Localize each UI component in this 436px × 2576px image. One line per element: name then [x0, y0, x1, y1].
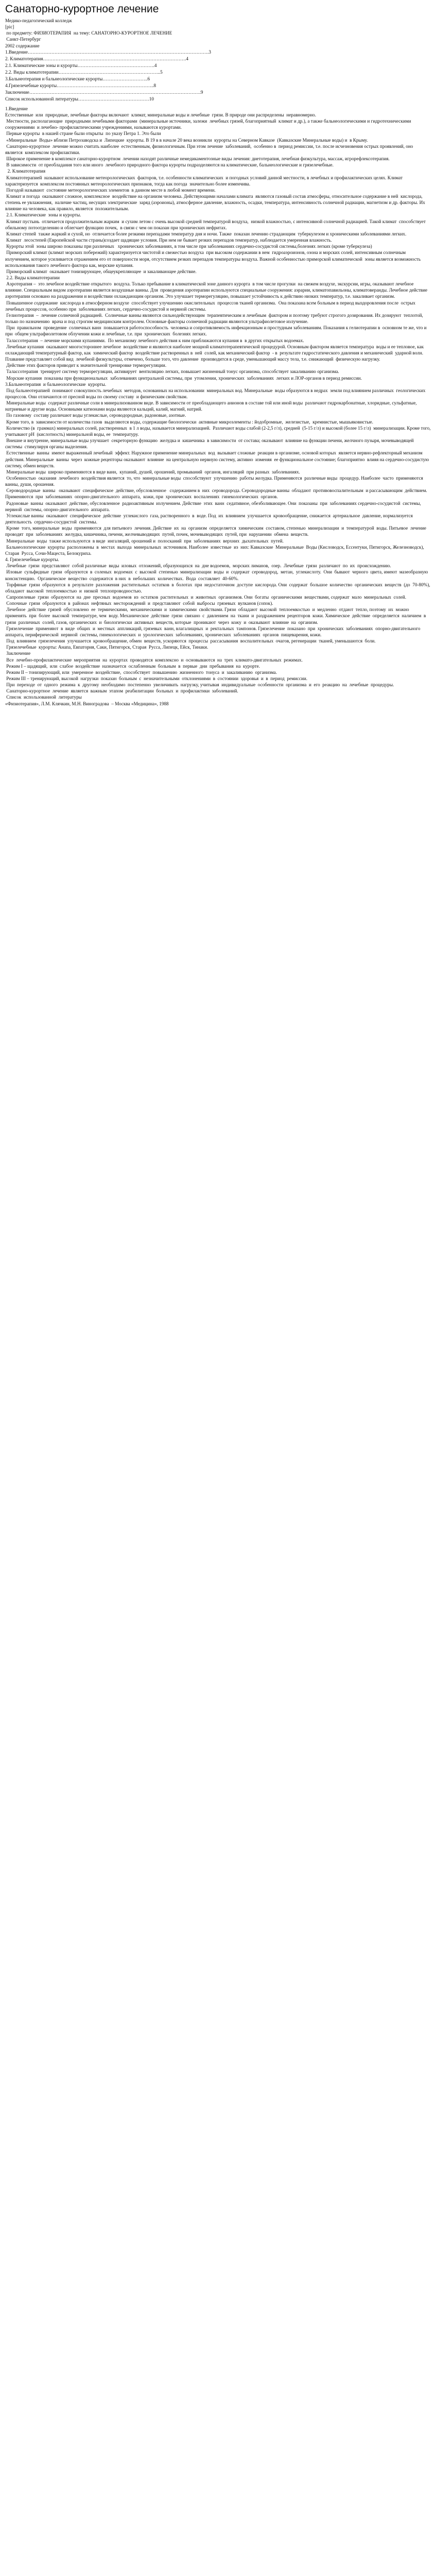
toc-entry: Заключение……………………………………………………………………………………………….9 [5, 89, 203, 95]
paragraph: Под влиянием грязелечения улучшается кровообращение, обмен веществ, ускоряются процессы рассасывания воспалительных очагов, регенерации тканей, уменьшаются боли. [5, 638, 376, 644]
document-body [5, 106, 431, 707]
paragraph: Внешне и внутренне, минеральные воды улучшает секреторную функцию желудка и кишечника в зависимости от состава; оказывают влияние на функции печени, желчного пузыря, мочевыводящей системы стимулируя органы выделения. [5, 438, 415, 450]
paragraph: Повышенное содержание кислорода в атмосферном воздухе способствует улучшению окислительных процессов тканей организма. Она показана всем больным в период выздоровления после острых лечебных процессов, особенно при заболеваниях легких, сердечно-сосудистой и нервной системы. [5, 300, 418, 312]
document-header [5, 18, 431, 49]
header-line: 2002 содержание [5, 43, 40, 48]
toc-entry: 1.Введение…………………………………………………………………………………………………….3 [5, 49, 211, 55]
toc-entry: 2. Климатотерапия……………………………………………………………………………….4 [5, 56, 188, 61]
paragraph: Лечебные грязи представляют собой различные виды иловых отложений, образующихся на дне водоемов, морских лиманов, озер. Лечебные грязи различают по их происхождению. [5, 563, 391, 569]
toc-entry: 4.Грязелечебные курорты……………………………………………………..8 [5, 82, 156, 88]
paragraph: Гелиотерапия – лечение солнечной радиацией. Солнечные ванны являются сильнодействующим терапевтическим и лечебным фактором и поэтому требуют строгого дозирования. Их дозируют теплотой, только по назначению врача и под строгим медицинским контролем. Основные факторы солнечной радиации являются ультрафиолетовое излучение. [5, 312, 425, 325]
paragraph: Углекислые ванны оказывают специфическое действие углекислого газа, растворенного в воде. Под их влиянием улучшается кровообращение, снижается артериальное давление, нормализуется деятельность сердечно-сосудистой системы. [5, 513, 415, 525]
paragraph: Морские купания показаны при функциональных заболеваниях центральной системы, при утомлении, хронических заболеваниях легких и ЛОР-органов в период ремиссии. [5, 375, 362, 381]
paragraph: 4. Грязелечебные курорты. [5, 557, 59, 563]
paragraph: 2.1. Климатические зоны и курорты. [5, 212, 81, 218]
paragraph: Грязелечение применяют в виде общих и местных аппликаций, грязевых ванн, влагалищных и ректальных тампонов. Грязелечение показано при хронических заболеваниях опорно-двигательного аппарата, периферической нервной системы, гинекологических и урологических заболеваниях, хронических заболеваниях органов пищеварения, кожи. [5, 625, 423, 637]
paragraph: Климат и погода оказывают сложное, комплексное воздействие на организм человека. Действующими началами климата являются газовый состав атмосферы, относительное содержание в ней кислорода, степень ее увлажнения, наличие частиц, несущих электрические заряд (аэроионы), атмосферное давление, влажность, осадки, температура, интенсивность солнечной радиации, магнетизм и др. факторы. Их влияние на человека, как правило, является положительным. [5, 193, 427, 212]
paragraph: Естественные или природные, лечебные факторы включают климат, минеральные воды и лечебные грязи. В природе они распределены неравномерно. [5, 112, 317, 117]
paragraph: 2. Климатотерапия [5, 168, 46, 174]
paragraph: Климат пустынь отличается продолжительным жарким и сухим летом с очень высокой средней температурой воздуха, низкой влажностью, с интенсивной солнечной радиацией. Такой климат способствует обильному потоотделению и облегчает функцию почек, в связи с чем он показан при хронических нефритах. [5, 218, 427, 230]
paragraph: «Минеральные Воды» вблизи Петрозаводска и Липецкие курорты. В 19 в в начале 20 века возникли курорты на Северном Кавказе (Кавказские Минеральные воды) и в Крыму. [5, 137, 368, 143]
paragraph: Аэротерапия – это лечебное воздействие открытого воздуха. Только пребывание в климатической зоне данного курорта в том числе прогулки на свежем воздухе, экскурсии, игры, оказывают лечебное влияние. Специальным видом аэротерапии является воздушные ванны. Для проведения аэротерапии используются специальные сооружения: аэрарии, климатопавильоны, климатоверанды. Лечебное действие аэротерапии основано на раздражении и воздействии охлаждающим организм. Это улучшает терморегуляцию, повышает устойчивость к действию низких температур, т.е. закаливает организм. [5, 281, 429, 299]
document-title: Санаторно-курортное лечение [5, 3, 159, 15]
paragraph: Приморский климат оказывает тонизирующее, общеукрепляющее и закаливающее действие. [5, 268, 197, 274]
paragraph: Местности, располагающие природными лечебными факторами (минеральные источники, залежи лечебных грязей, благоприятный климат и др.), а также бальнеологическими и гидротехническими сооружениями и лечебно- профилактическими учреждениями, называются курортами. [5, 118, 412, 130]
header-line: Санкт-Петербург [5, 37, 41, 42]
header-line: Медико-педагогический колледж [5, 18, 72, 23]
paragraph: Кроме того, в зависимости от количества газов выделяются воды, содержащие биологически активные микроэлементы : йодобромные, железистые, кремнистые, мышьяковистые. [5, 419, 373, 425]
paragraph: Сопочные грязи образуются в районах нефтяных месторождений и представляют собой выбросы грязевых вулканов (сопок). [5, 601, 273, 606]
paragraph: Погодой называют состояние метеорологических элементов в данном месте в любой момент времени. [5, 187, 216, 193]
paragraph: Грязелечебные курорты: Анапа, Евпатория, Саки, Пятигорск, Старая Русса, Липецк, Ейск, Тинаки. [5, 645, 208, 650]
header-line: [pic] [5, 24, 14, 30]
paragraph: Кроме того, минеральные воды применяются для питьевого лечения. Действие их на организм определяется химическим составом, степенью минерализации и температурой воды. Питьевое лечение проводят при заболеваниях желудка, кишечника, печени, желчевыводящих путей, почек, мочевыводящих путей, при нарушении обмена веществ. [5, 526, 429, 537]
paragraph: 1.Введение [5, 106, 28, 111]
paragraph: 2.2. Виды климатотерапии [5, 275, 60, 280]
paragraph: Бальнеологические курорты расположены в местах выхода минеральных источников. Наиболее известные из них: Кавказские Минеральные Воды (Кисловодск, Ессентуки, Пятигорск, Железноводск), Старая Русса, Сочи-Мацеста, Белокуриха. [5, 544, 426, 556]
paragraph: Список использованной литературы [5, 694, 82, 700]
toc-entry: 2.2. Виды климатотерапии………………………………………………………..5 [5, 69, 163, 75]
paragraph: Естественные ванны имеют выраженный лечебный эффект. Наружное применение минеральных вод вызывает сложные реакции в организме, основой которых является нервно-рефлекторный механизм действия. Минеральные ванны через кожные рецепторы оказывают влияние на центральную нервную систему, активно изменяя ее функциональное состояние; благоприятно влияя на сердечно-сосудистую систему, обмен веществ. [5, 450, 430, 468]
paragraph: По газовому составу различают воды углекислые, сероводородные, радоновые, азотные. [5, 413, 186, 418]
paragraph: Действие этих факторов приводит к значительной тренировке терморегуляции. [5, 363, 167, 368]
paragraph: Лечебное действие грязей обусловлено ее термическими, механическими и химическими свойствами. Грязи обладают высокой теплоемкостью и медленно отдают тепло, поэтому их можно применять при более высокой температуре, чем воду. Механическое действие грязи связано с давлением на ткани и раздражением рецепторов кожи. Химическое действие определяется наличием в грязи различных солей, газов, органических и биологически активных веществ, которые проникают через кожу и оказывают влияние на организм. [5, 607, 428, 625]
paragraph: Минеральные воды также используются в виде ингаляций, орошений и полосканий при заболеваниях верхних дыхательных путей. [5, 538, 284, 544]
paragraph: 3.Бальнеотерапия и бальнеологические курорты. [5, 381, 107, 387]
table-of-contents [5, 49, 431, 103]
paragraph: Радоновые ванны оказывают действие, обусловленное радиоактивным излучением. Действие этих ванн седативное, обезболивающее. Они показаны при заболеваниях сердечно-сосудистой системы, нервной системы, опорно-двигательного аппарата. [5, 500, 423, 512]
paragraph: Санаторно-курортное лечение можно считать наиболее естественным, физиологичным. При этом лечение заболеваний, особенно в период ремиссии, т.е. после исчезновения острых проявлений, оно является комплексом профилактики. [5, 143, 414, 155]
paragraph: Минеральные воды содержат различные соли в минерализованном виде. В зависимости от преобладающего анионов в составе той или иной воды различают гидрокарбонатные, хлоридные, сульфатные, натриевые и другие воды. Основными катионами воды являются кальций, калий, магний, натрий. [5, 400, 418, 412]
paragraph: Талассотерапия тренирует систему терморегуляции, активирует вентиляцию легких, повышает жизненный тонус организма, способствует закаливанию организма. [5, 369, 339, 375]
paragraph: Все лечебно-профилактические мероприятия на курортах проводятся комплексно и основываются на трех климато-двигательных режимах. [5, 657, 303, 663]
toc-entry: 3.Бальнеотерапия и бальнеологические курорты………………………..6 [5, 76, 150, 81]
paragraph: Климат лесостепей (Европейской части страны)создает щадящие условия. При нем не бывает резких перепадов температур, наблюдается умеренная влажность. [5, 238, 332, 243]
paragraph: Под бальнеотерапией понимают совокупность лечебных методов, основанных на использовании минеральных вод. Минеральные воды образуются в недрах земли под влиянием различных геологических процессов. Они отличаются от пресной воды по своему составу и физическим свойствам. [5, 387, 428, 399]
paragraph: «Физиотерапия», Л.М. Клячкин, М.Н. Виноградова – Москва «Медицина», 1988 [5, 701, 169, 706]
paragraph: Особенностью оказания лечебного воздействия является то, что минеральные воды способствуют улучшению работы желудка. Применяются различные виды процедур. Наиболее часто применяются ванны, души, орошения. [5, 476, 426, 487]
paragraph: В зависимости от преобладания того или иного лечебного природного фактора курорты подразделяются на климатические, бальнеологические и грязелечебные. [5, 162, 334, 168]
paragraph: При правильном проведение солнечных ванн повышается работоспособность человека и сопротивляемость инфекционным и простудным заболеваниям. Показания к гелиотерапии в основном те же, что и при общем ультрафиолетовом облучении кожи и лечебные, т.е. при хронических болезнях легких. [5, 325, 428, 337]
paragraph: Сероводородные ванны оказывают специфическое действие, обусловленное содержанием в них сероводорода. Сероводородные ванны обладают противовоспалительным и рассасывающим действием. Применяются при заболеваниях опорно-двигательного аппарата, кожи, при хронических воспалениях гинекологических органов. [5, 488, 428, 500]
toc-entry: Список использованной литературы………………………………………10 [5, 96, 154, 101]
paragraph: Торфяные грязи образуются в результате разложения растительных остатков в болотах при недостаточном доступе кислорода. Они содержат большое количество органических веществ (до 70-80%), обладают высокой теплоемкостью и низкой теплопроводностью. [5, 582, 431, 594]
paragraph: Талассотерапия – лечение морскими купаниями. По механизму лечебного действия к ним приближаются купания в в других открытых водоемах. [5, 337, 304, 343]
paragraph: Курорты этой зоны широко показаны при различных хронических заболеваниях, в том числе при заболеваниях сердечно-сосудистой системы,болезнях легких (кроме туберкулеза) [5, 244, 372, 249]
paragraph: Сапропелевые грязи образуются на дне пресных водоемов из остатков растительных и животных организмов. Они богаты органическими веществами, содержат мало минеральных солей. [5, 594, 407, 600]
paragraph: Режим II – тонизирующий, или умеренное воздействие, способствует повышению жизненного тонуса и закаливанию организма. [5, 669, 277, 675]
paragraph: При переходе от одного режима к другому необходимо постепенно увеличивать нагрузку, учитывая индивидуальные особенности организма и его реакцию на лечебные процедуры. [5, 682, 394, 688]
paragraph: Иловые сульфидные грязи образуются в соленых водоемах с высокой степенью минерализации воды и содержат сероводород, метан, углекислоту. Они бывают черного цвета, имеют мазеобразную консистенцию. Органическое вещество содержится в них в небольших количествах. Вода составляет 40-60%. [5, 569, 430, 581]
header-line: по предмету: ФИЗИОТЕРАПИЯ на тему: САНАТОРНО-КУРОРТНОЕ ЛЕЧЕНИЕ [5, 30, 172, 36]
paragraph: Заключение [5, 651, 31, 656]
paragraph: Количество (в граммах) минеральных солей, растворенных в 1 л воды, называется минерализацией. Различают воды слабой (2-2,5 г/л), средней (5-15 г/л) и высокой (более 15 г/л) минерализации. Кроме того, учитывают pH (кислотность) минеральной воды, ее температуру. [5, 425, 432, 437]
toc-entry: 2.1. Климатические зоны и курорты………………………………………….4 [5, 62, 157, 68]
paragraph: Климат степей также жаркий и сухой, но отличается более резкими перепадами температур дня и ночи. Также показан лечению страдающим туберкулезом и хроническими заболеваниями легких. [5, 231, 407, 236]
paragraph: Приморский климат (климат морских побережий) характеризуется чистотой и свежестью воздуха при высоком содержании в нем гидроаэроионов, озона и морских солей, интенсивным солнечным излучением, которое усиливается отражением его от поверхности моря, отсутствием резких перепадов температуры воздуха. Важной особенностью приморской климатической зоны является возможность использования такого лечебного фактора как, морские купания. [5, 250, 422, 268]
paragraph: Минеральные воды широко применяются в виде ванн, купаний, душей, орошений, промываний органов, ингаляций при разных заболеваниях. [5, 469, 300, 474]
paragraph: Режим III – тренирующий, высокой нагрузки показан больным с незначительными отклонениями в состоянии здоровья и в период ремиссии. [5, 676, 308, 681]
paragraph: Широкое применение в комплексе санаторно-курортном лечении находят различные немедикаментозные виды лечения: диетотерапия, лечебная физкультура, массаж, игрорефлексотерапия. [5, 156, 390, 162]
paragraph: Режим I – щадящий, или слабое воздействие назначается ослабленным больным в первые дни пребывания на курорте. [5, 663, 260, 669]
paragraph: Первые курорты в нашей стране были открыты по указу Петра 1. Это были [5, 131, 161, 137]
paragraph: Санаторно-курортное лечение является важным этапом реабилитации больных и профилактики заболеваний. [5, 688, 238, 694]
paragraph: Лечебные купания оказывают многостороннее лечебное воздействие и являются наиболее мощной климатотерапевтической процедурой. Основным фактором является температура воды и ее тепловое, как охлаждающий температурный фактор, как химический фактор воздействие растворенных в ней солей, как механический фактор - в результате гидростатического давления и механический ударной волн. Плавание представляет собой вид лечебной физкультуры, отмечено, больше того, что давление производится в среде, уменьшающий массу тела, т.е. снижающий физическую нагрузку. [5, 344, 425, 362]
paragraph: Климатотерапией называют использование метеорологических факторов, т.е. особенности климатических и погодных условий данной местности, в лечебных и профилактических целях. Климат характеризуется комплексом постоянных метеорологических признаков, тогда как погода значительно более изменчива. [5, 175, 404, 187]
